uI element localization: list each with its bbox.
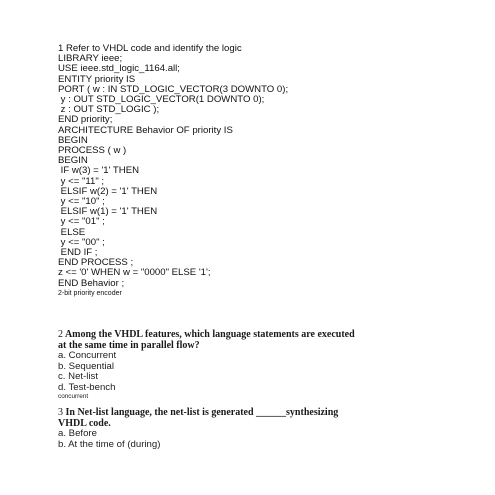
- code-line: PROCESS ( w ): [58, 145, 127, 157]
- question-1-answer: 2-bit priority encoder: [58, 289, 122, 297]
- code-line: ARCHITECTURE Behavior OF priority IS: [58, 124, 233, 136]
- code-line: END PROCESS ;: [58, 257, 134, 269]
- question-3-text-line-2: VHDL code.: [58, 418, 111, 429]
- code-line: y <= "01" ;: [58, 216, 105, 228]
- question-2-option-d: [58, 383, 478, 394]
- option-letter: b.: [58, 360, 67, 372]
- code-line: ELSIF w(2) = '1' THEN: [58, 185, 158, 197]
- option-text: Before: [66, 428, 97, 439]
- question-2-option-a: [58, 351, 478, 362]
- code-line: END Behavior ;: [58, 277, 125, 289]
- option-text: Concurrent: [66, 350, 117, 361]
- question-1-prompt: 1 Refer to VHDL code and identify the logic: [58, 43, 242, 54]
- question-2-text: Among the VHDL features, which language statements are executed: [63, 329, 355, 340]
- option-text: Sequential: [66, 360, 115, 372]
- question-2-text-line-2: at the same time in parallel flow?: [58, 340, 200, 351]
- question-3-text-line-1: [58, 407, 478, 418]
- question-2-number: 2: [58, 329, 63, 340]
- code-line: LIBRARY ieee;: [58, 53, 123, 65]
- question-2-block: [58, 329, 478, 401]
- option-letter: d.: [58, 381, 67, 393]
- code-line: z <= '0' WHEN w = "0000" ELSE '1';: [58, 267, 211, 279]
- code-line: END IF ;: [58, 247, 98, 259]
- code-line: y <= "10" ;: [58, 196, 105, 208]
- code-line: y <= "00" ;: [58, 236, 105, 248]
- question-3-number: 3: [58, 407, 63, 418]
- option-letter: a.: [58, 350, 67, 361]
- code-line: END priority;: [58, 114, 113, 126]
- code-line: USE ieee.std_logic_1164.all;: [58, 63, 180, 75]
- code-line: BEGIN: [58, 155, 88, 167]
- option-text: At the time of (during): [66, 438, 161, 450]
- code-line: y <= "11" ;: [58, 175, 105, 187]
- question-3-block: [58, 407, 478, 450]
- question-2-option-b: [58, 362, 478, 373]
- code-line: ELSE: [58, 226, 86, 238]
- code-line: IF w(3) = '1' THEN: [58, 165, 140, 177]
- option-letter: b.: [58, 438, 67, 450]
- question-2-text-line-1: [58, 329, 478, 340]
- code-line: BEGIN: [58, 134, 88, 146]
- option-text: Test-bench: [66, 381, 116, 393]
- question-2-option-c: [58, 372, 478, 383]
- code-line: ENTITY priority IS: [58, 73, 136, 85]
- option-letter: a.: [58, 428, 67, 439]
- question-3-option-b: [58, 440, 478, 451]
- question-2-answer: concurrent: [58, 393, 89, 401]
- question-1-block: [58, 44, 478, 298]
- code-line: PORT ( w : IN STD_LOGIC_VECTOR(3 DOWNTO 0);: [58, 83, 289, 95]
- question-3-text: In Net-list language, the net-list is generated ______synthesizing: [63, 407, 339, 418]
- code-line: z : OUT STD_LOGIC );: [58, 104, 160, 116]
- code-line: ELSIF w(1) = '1' THEN: [58, 206, 158, 218]
- option-letter: c.: [58, 371, 66, 383]
- code-line: y : OUT STD_LOGIC_VECTOR(1 DOWNTO 0);: [58, 94, 265, 106]
- option-text: Net-list: [65, 371, 98, 383]
